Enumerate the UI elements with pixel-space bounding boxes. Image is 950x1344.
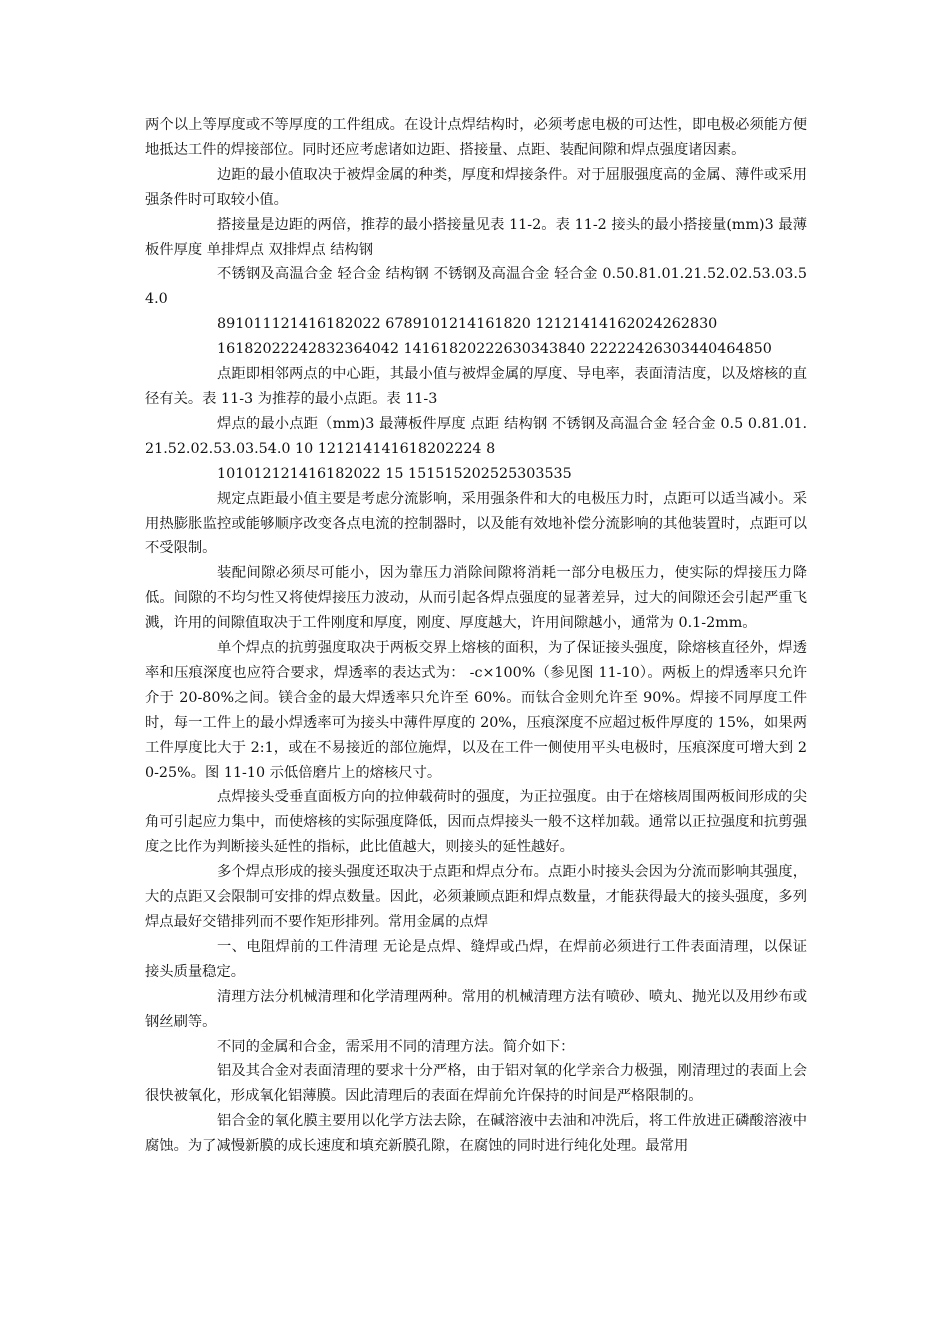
paragraph-cleaning-heading: 一、电阻焊前的工件清理 无论是点焊、缝焊或凸焊，在焊前必须进行工件表面清理，以保证接头质量稳定。 [145, 938, 807, 980]
table-11-2-header-row: 不锈钢及高温合金 轻合金 结构钢 不锈钢及高温合金 轻合金 0.50.81.01.21.52.02.53.03.54.0 [145, 266, 807, 308]
paragraph-aluminum-oxide: 铝合金的氧化膜主要用以化学方法去除，在碱溶液中去油和冲洗后，将工件放进正磷酸溶液中腐蚀。为了减慢新膜的成长速度和填充新膜孔隙，在腐蚀的同时进行纯化处理。最常用 [145, 1113, 807, 1155]
paragraph-overlap-table-11-2: 搭接量是边距的两倍，推荐的最小搭接量见表 11-2。表 11-2 接头的最小搭接量(mm)3 最薄板件厚度 单排焊点 双排焊点 结构钢 [145, 216, 807, 258]
table-11-3-header-row: 焊点的最小点距（mm)3 最薄板件厚度 点距 结构钢 不锈钢及高温合金 轻合金 0.5 0.81.01.21.52.02.53.03.54.0 10 121214141618202224 8 [145, 415, 807, 457]
document-body [145, 113, 807, 1159]
paragraph-tensile-strength: 点焊接头受垂直面板方向的拉伸载荷时的强度，为正拉强度。由于在熔核周围两板间形成的尖角可引起应力集中，而使熔核的实际强度降低，因而点焊接头一般不这样加载。通常以正拉强度和抗剪强度之比作为判断接头延性的指标，此比值越大，则接头的延性越好。 [145, 789, 807, 856]
paragraph-fit-up-gap: 装配间隙必须尽可能小，因为靠压力消除间隙将消耗一部分电极压力，使实际的焊接压力降低。间隙的不均匀性又将使焊接压力波动，从而引起各焊点强度的显著差异，过大的间隙还会引起严重飞溅，许用的间隙值取决于工件刚度和厚度，刚度、厚度越大，许用间隙越小，通常为 0.1-2mm。 [145, 565, 807, 632]
table-11-3-values-row: 101012121416182022 15 151515202525303535 [217, 465, 572, 482]
paragraph-spot-spacing: 点距即相邻两点的中心距，其最小值与被焊金属的厚度、导电率，表面清洁度，以及熔核的直径有关。表 11-3 为推荐的最小点距。表 11-3 [145, 366, 807, 407]
paragraph-aluminum-cleaning: 铝及其合金对表面清理的要求十分严格，由于铝对氧的化学亲合力极强，刚清理过的表面上会很快被氧化，形成氧化铝薄膜。因此清理后的表面在焊前允许保持的时间是严格限制的。 [145, 1063, 807, 1105]
paragraph-edge-distance: 边距的最小值取决于被焊金属的种类，厚度和焊接条件。对于屈服强度高的金属、薄件或采用强条件时可取较小值。 [145, 166, 807, 208]
paragraph-shear-strength: 单个焊点的抗剪强度取决于两板交界上熔核的面积，为了保证接头强度，除熔核直径外，焊透率和压痕深度也应符合要求，焊透率的表达式为： -c×100%（参见图 11-10）。两板上的焊透率只允许介于 20-80%之间。镁合金的最大焊透率只允许至 60%。而钛合金则允许至 90%。焊接不同厚度工件时，每一工件上的最小焊透率可为接头中薄件厚度的 20%，压痕深度不应超过板件厚度的 15%，如果两工件厚度比大于 2:1，或在不易接近的部位施焊，以及在工件一侧使用平头电极时，压痕深度可增大到 20-25%。图 11-10 示低倍磨片上的熔核尺寸。 [145, 640, 807, 781]
paragraph-different-metals: 不同的金属和合金，需采用不同的清理方法。简介如下： [217, 1038, 575, 1055]
paragraph-multiple-spots: 多个焊点形成的接头强度还取决于点距和焊点分布。点距小时接头会因为分流而影响其强度，大的点距又会限制可安排的焊点数量。因此，必须兼顾点距和焊点数量，才能获得最大的接头强度，多列焊点最好交错排列而不要作矩形排列。常用金属的点焊 [145, 864, 807, 930]
paragraph-cleaning-methods: 清理方法分机械清理和化学清理两种。常用的机械清理方法有喷砂、喷丸、抛光以及用纱布或钢丝刷等。 [145, 988, 807, 1030]
table-11-2-values-row-2: 16182022242832364042 14161820222630343840 22222426303440464850 [217, 341, 772, 358]
paragraph-design-considerations: 两个以上等厚度或不等厚度的工件组成。在设计点焊结构时，必须考虑电极的可达性，即电极必须能方便地抵达工件的焊接部位。同时还应考虑诸如边距、搭接量、点距、装配间隙和焊点强度诸因素。 [145, 117, 807, 158]
table-11-2-values-row-1: 891011121416182022 6789101214161820 12121414162024262830 [217, 316, 718, 333]
paragraph-shunting: 规定点距最小值主要是考虑分流影响，采用强条件和大的电极压力时，点距可以适当减小。采用热膨胀监控或能够顺序改变各点电流的控制器时，以及能有效地补偿分流影响的其他装置时，点距可以不受限制。 [145, 490, 807, 557]
